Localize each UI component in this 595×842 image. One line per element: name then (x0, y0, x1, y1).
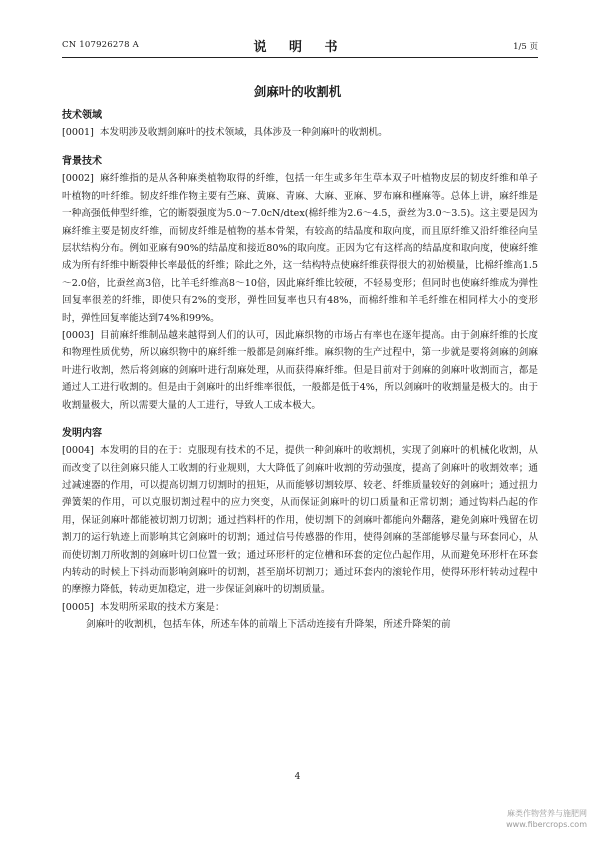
paragraph-0005 (62, 599, 538, 616)
paragraph-0003 (62, 327, 538, 414)
paragraph-number: [0005] (62, 601, 94, 613)
header-rule (62, 57, 538, 58)
paragraph-0001 (62, 124, 538, 141)
paragraph-text: 本发明的目的在于：克服现有技术的不足，提供一种剑麻叶的收割机，实现了剑麻叶的机械化收割，从而改变了以往剑麻只能人工收割的行业规则，大大降低了剑麻叶收割的劳动强度，提高了剑麻叶的收割效率；通过减速器的作用，可以提高切割刀切割时的扭矩，从而能够切割较厚、较老、纤维质量较好的剑麻叶；通过扭力弹簧架的作用，可以克服切割过程中的应力突变，从而保证剑麻叶的切口质量和正常切割；通过钩料凸起的作用，保证剑麻叶都能被切割刀切割；通过挡料杆的作用，使切割下的剑麻叶都能向外翻落，避免剑麻叶残留在切割刀的运行轨迹上而影响其它剑麻叶的切割；通过信号传感器的作用，使得剑麻的茎部能够尽量与环套同心，从而使切割刀所收割的剑麻叶切口位置一致；通过环形杆的定位槽和环套的定位凸起作用，从而避免环形杆在环套内转动的时候上下抖动而影响剑麻叶的切割，甚至崩坏切割刀；通过环套内的滚轮作用，使得环形杆转动过程中的摩擦力降低，转动更加稳定，进一步保证剑麻叶的切割质量。 (62, 445, 538, 596)
section-heading-background: 背景技术 (62, 156, 102, 168)
paragraph-number: [0002] (62, 173, 94, 185)
paragraph-text: 本发明所采取的技术方案是： (99, 601, 225, 613)
page-fraction: 1/5 页 (513, 42, 538, 52)
watermark-site-name: 麻类作物营养与施肥网 (507, 809, 587, 818)
page-number: 4 (294, 772, 301, 782)
watermark-url: www.fibercrops.com (506, 820, 587, 829)
publication-number: CN 107926278 A (62, 40, 139, 50)
document-body (62, 108, 538, 634)
section-heading-tech-field: 技术领域 (62, 110, 102, 121)
paragraph-number: [0003] (62, 330, 94, 342)
document-type-title: 说 明 书 (253, 40, 347, 55)
section-heading-invention: 发明内容 (62, 428, 102, 440)
paragraph-0002 (62, 170, 538, 327)
invention-title: 剑麻叶的收割机 (253, 84, 342, 99)
paragraph-number: [0004] (62, 445, 94, 457)
paragraph-text: 麻纤维指的是从各种麻类植物取得的纤维，包括一年生或多年生草本双子叶植物皮层的韧皮纤维和单子叶植物的叶纤维。韧皮纤维作物主要有苎麻、黄麻、青麻、大麻、亚麻、罗布麻和槿麻等。总体上讲，麻纤维是一种高强低伸型纤维，它的断裂强度为5.0～7.0cN/dtex(棉纤维为2.6～4.5，蚕丝为3.0～3.5)。这主要是因为麻纤维主要是韧皮纤维，而韧皮纤维是植物的基本骨架，有较高的结晶度和取向度，而且原纤维又沿纤维径向呈层状结构分布。例如亚麻有90%的结晶度和接近80%的取向度。正因为它有这样高的结晶度和取向度，使麻纤维成为所有纤维中断裂伸长率最低的纤维；除此之外，这一结构特点使麻纤维获得很大的初始模量，比棉纤维高1.5～2.0倍，比蚕丝高3倍，比羊毛纤维高8～10倍，因此麻纤维比较硬，不轻易变形；但同时也使麻纤维成为弹性回复率很差的纤维，即使只有2%的变形，弹性回复率也只有48%，而棉纤维和羊毛纤维在相同样大小的变形时，弹性回复率能达到74%和99%。 (62, 173, 538, 324)
site-watermark (506, 808, 587, 830)
paragraph-0004 (62, 442, 538, 599)
paragraph-continuation: 剑麻叶的收割机，包括车体，所述车体的前端上下活动连接有升降架，所述升降架的前 (86, 619, 451, 631)
paragraph-number: [0001] (62, 127, 94, 138)
paragraph-text: 目前麻纤维制品越来越得到人们的认可，因此麻织物的市场占有率也在逐年提高。由于剑麻纤维的长度和物理性质优势，所以麻织物中的麻纤维一般都是剑麻纤维。麻织物的生产过程中，第一步就是要将剑麻的剑麻叶进行收割，然后将剑麻的剑麻叶进行刮麻处理，从而获得麻纤维。但是目前对于剑麻的剑麻叶收割而言，都是通过人工进行收割的。但是由于剑麻叶的出纤维率很低，一般都是低于4%，所以剑麻叶的收割量是极大的。由于收割量极大，所以需要大量的人工进行，导致人工成本极大。 (62, 330, 538, 411)
page-header (62, 36, 538, 56)
paragraph-text: 本发明涉及收割剑麻叶的技术领域，具体涉及一种剑麻叶的收割机。 (99, 127, 388, 138)
